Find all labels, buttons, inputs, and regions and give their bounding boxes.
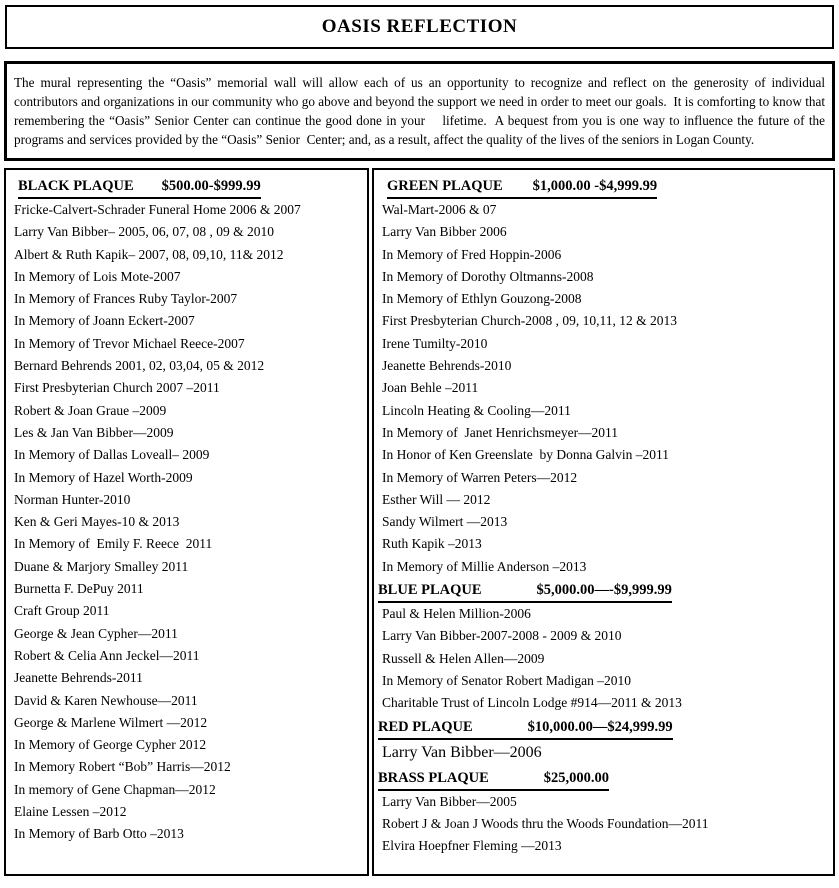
donor-entry: Duane & Marjory Smalley 2011	[14, 558, 189, 574]
brass-plaque-range: $25,000.00	[543, 769, 610, 786]
donor-entry: Albert & Ruth Kapik– 2007, 08, 09,10, 11& 2012	[14, 246, 284, 262]
donor-entry: Norman Hunter-2010	[14, 491, 131, 507]
donor-entry: Joan Behle –2011	[382, 380, 479, 396]
right-plaque-column	[372, 168, 835, 876]
blue-plaque-heading-underline	[378, 580, 672, 603]
red-plaque-heading-underline	[378, 717, 673, 740]
blue-plaque-label: BLUE PLAQUE	[378, 582, 482, 599]
donor-entry: George & Jean Cypher—2011	[14, 625, 178, 641]
donor-entry: Fricke-Calvert-Schrader Funeral Home 2006 & 2007	[14, 202, 301, 217]
green-plaque-range: $1,000.00 -$4,999.99	[532, 178, 658, 194]
donor-entry: Larry Van Bibber—2006	[382, 743, 542, 761]
donor-entry: Larry Van Bibber 2006	[382, 224, 507, 240]
red-plaque-label: RED PLAQUE	[378, 718, 473, 735]
section-green-plaque	[374, 174, 833, 578]
donor-entry: Robert & Joan Graue –2009	[14, 402, 167, 418]
donor-entry: Larry Van Bibber—2005	[382, 793, 517, 809]
black-plaque-column	[4, 168, 369, 876]
section-blue-plaque	[374, 578, 833, 714]
donor-entry: Jeanette Behrends-2011	[14, 670, 143, 686]
donor-entry: In Memory of Ethlyn Gouzong-2008	[382, 291, 582, 307]
green-plaque-donor-list	[374, 199, 833, 578]
donor-entry: In Memory of Trevor Michael Reece-2007	[14, 335, 245, 351]
section-red-plaque	[374, 715, 833, 766]
donor-entry: Elvira Hoepfner Fleming —2013	[382, 838, 562, 854]
donor-entry: In Memory of Dorothy Oltmanns-2008	[382, 268, 594, 284]
donor-entry: Bernard Behrends 2001, 02, 03,04, 05 & 2012	[14, 358, 265, 374]
donor-entry: Paul & Helen Million-2006	[382, 606, 531, 622]
donor-entry: In Memory of Fred Hoppin-2006	[382, 246, 562, 262]
donor-entry: Robert & Celia Ann Jeckel—2011	[14, 647, 200, 663]
black-plaque-heading-underline	[18, 176, 261, 199]
donor-entry: George & Marlene Wilmert —2012	[14, 714, 208, 730]
donor-entry: In Memory of Barb Otto –2013	[14, 826, 184, 842]
donor-entry: Russell & Helen Allen—2009	[382, 650, 545, 666]
blue-plaque-range: $5,000.00—-$9,999.99	[536, 582, 672, 599]
red-plaque-donor-list	[374, 740, 833, 766]
black-plaque-range: $500.00-$999.99	[161, 178, 261, 194]
donor-entry: Elaine Lessen –2012	[14, 804, 127, 820]
donor-entry: Craft Group 2011	[14, 603, 110, 619]
donor-entry: Lincoln Heating & Cooling—2011	[382, 402, 571, 418]
donor-entry: Esther Will — 2012	[382, 491, 491, 507]
donor-entry: Sandy Wilmert —2013	[382, 514, 508, 530]
donor-entry: In Honor of Ken Greenslate by Donna Galvin –2011	[382, 447, 670, 463]
donor-entry: In Memory of Hazel Worth-2009	[14, 469, 193, 485]
donor-entry: Jeanette Behrends-2010	[382, 358, 512, 374]
donor-entry: In Memory of Emily F. Reece 2011	[14, 536, 213, 552]
green-plaque-label: GREEN PLAQUE	[387, 178, 503, 194]
blue-plaque-donor-list	[374, 603, 833, 714]
red-plaque-range: $10,000.00—$24,999.99	[527, 718, 673, 735]
donor-entry: David & Karen Newhouse—2011	[14, 692, 198, 708]
donor-entry: In Memory of Frances Ruby Taylor-2007	[14, 291, 238, 307]
donor-entry: Larry Van Bibber– 2005, 06, 07, 08 , 09 & 2010	[14, 224, 274, 240]
black-plaque-label: BLACK PLAQUE	[18, 178, 134, 194]
donor-entry: Charitable Trust of Lincoln Lodge #914—2011 & 2013	[382, 695, 682, 711]
donor-entry: Les & Jan Van Bibber—2009	[14, 424, 174, 440]
donor-entry: Burnetta F. DePuy 2011	[14, 581, 144, 597]
green-plaque-heading-underline	[387, 176, 657, 199]
page-title: OASIS REFLECTION	[321, 16, 518, 37]
black-plaque-donor-list	[6, 199, 367, 846]
donor-entry: In Memory Robert “Bob” Harris—2012	[14, 759, 231, 775]
donor-entry: Ken & Geri Mayes-10 & 2013	[14, 514, 180, 530]
donor-entry: Ruth Kapik –2013	[382, 536, 482, 552]
donor-entry: Wal-Mart-2006 & 07	[382, 202, 497, 217]
donor-entry: In Memory of Janet Henrichsmeyer—2011	[382, 424, 619, 440]
donor-entry: In Memory of Joann Eckert-2007	[14, 313, 195, 329]
black-plaque-heading	[6, 174, 367, 199]
intro-paragraph: The mural representing the “Oasis” memorial wall will allow each of us an opportunity to recognize and reflect on the generosity of individual contributors and organizations in our community who go above and beyond the support we need in order to meet our goals. It is comforting to know that remembering the “Oasis” Senior Center can continue the good done in your lifetime. A bequest from you is one way to influence the future of the programs and services provided by the “Oasis” Senior Center; and, as a result, affect the quality of the lives of the seniors in Logan County.	[14, 75, 832, 147]
brass-plaque-heading	[374, 766, 833, 791]
title-box	[5, 5, 834, 49]
donor-entry: In Memory of Lois Mote-2007	[14, 268, 181, 284]
donor-entry: In Memory of George Cypher 2012	[14, 737, 207, 753]
donor-entry: In Memory of Warren Peters—2012	[382, 469, 578, 485]
brass-plaque-label: BRASS PLAQUE	[378, 769, 489, 786]
brass-plaque-donor-list	[374, 791, 833, 858]
section-brass-plaque	[374, 766, 833, 858]
donor-entry: First Presbyterian Church 2007 –2011	[14, 380, 220, 396]
blue-plaque-heading	[374, 578, 833, 603]
green-plaque-heading	[374, 174, 833, 199]
intro-box	[4, 61, 835, 161]
brass-plaque-heading-underline	[378, 768, 609, 791]
section-black-plaque	[6, 174, 367, 846]
donor-entry: Irene Tumilty-2010	[382, 335, 488, 351]
donor-entry: First Presbyterian Church-2008 , 09, 10,11, 12 & 2013	[382, 313, 677, 329]
red-plaque-heading	[374, 715, 833, 740]
donor-entry: In Memory of Millie Anderson –2013	[382, 558, 587, 574]
plaque-columns	[4, 168, 835, 876]
donor-entry: In Memory of Dallas Loveall– 2009	[14, 447, 210, 463]
donor-entry: Larry Van Bibber-2007-2008 - 2009 & 2010	[382, 628, 622, 644]
donor-entry: In Memory of Senator Robert Madigan –2010	[382, 672, 631, 688]
donor-entry: In memory of Gene Chapman—2012	[14, 781, 216, 797]
donor-entry: Robert J & Joan J Woods thru the Woods Foundation—2011	[382, 815, 709, 831]
